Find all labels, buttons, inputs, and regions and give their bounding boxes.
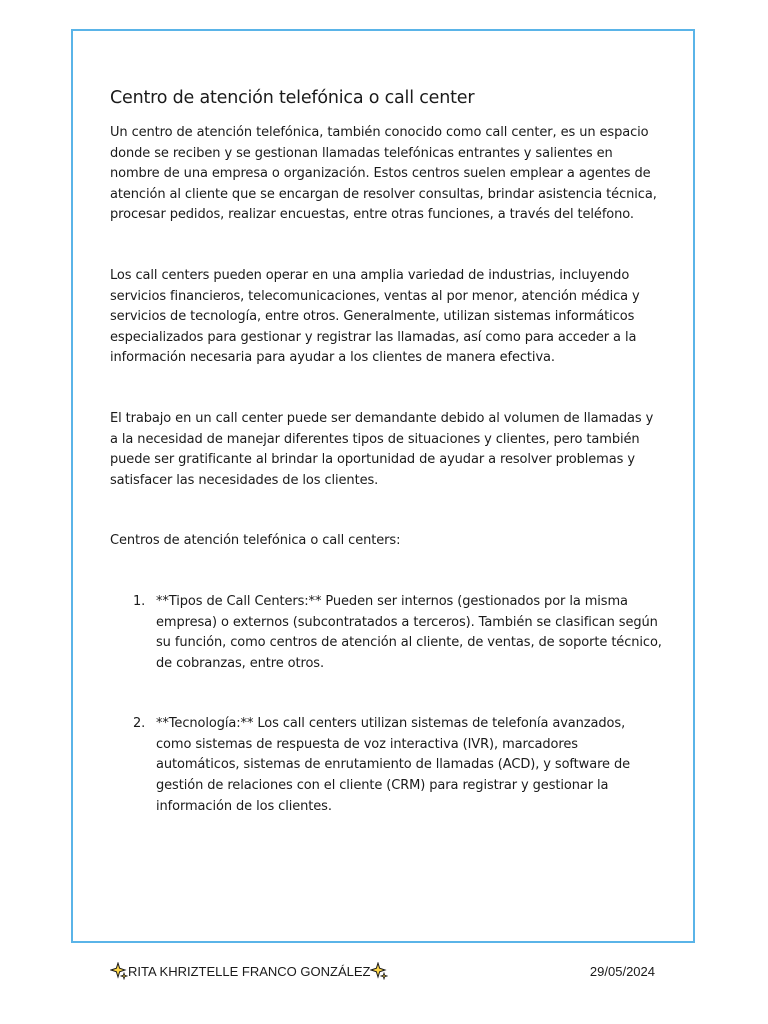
list-item-text: **Tipos de Call Centers:** Pueden ser internos (gestionados por la misma empresa) o externos (subcontratados a terceros). También se clasifican según su función, como centros de atención al cliente, de ventas, de soporte técnico, de cobranzas, entre otros. — [156, 593, 662, 671]
numbered-list — [110, 592, 662, 817]
document-body — [110, 86, 662, 817]
list-item-number: 1. — [133, 593, 146, 609]
author-name: RITA KHRIZTELLE FRANCO GONZÁLEZ — [128, 963, 371, 979]
list-item-text: **Tecnología:** Los call centers utilizan sistemas de telefonía avanzados, como sistemas de respuesta de voz interactiva (IVR), marcadores automáticos, sistemas de enrutamiento de llamadas (ACD), y software de gestión de relaciones con el cliente (CRM) para registrar y gestionar la información de los clientes. — [156, 716, 631, 814]
page-footer — [110, 962, 655, 980]
paragraph-2: Los call centers pueden operar en una amplia variedad de industrias, incluyendo servicios financieros, telecomunicaciones, ventas al por menor, atención médica y servicios de tecnología, entre otros. Generalmente, utilizan sistemas informáticos especializados para gestionar y registrar las llamadas, así como para acceder a la información necesaria para ayudar a los clientes de manera efectiva. — [110, 267, 640, 366]
document-title: Centro de atención telefónica o call center — [110, 88, 475, 108]
paragraph-3: El trabajo en un call center puede ser demandante debido al volumen de llamadas y a la necesidad de manejar diferentes tipos de situaciones y clientes, pero también puede ser gratificante al brindar la oportunidad de ayudar a resolver problemas y satisfacer las necesidades de los clientes. — [110, 410, 654, 488]
list-item — [110, 592, 662, 674]
list-item — [110, 714, 662, 817]
footer-author — [110, 962, 388, 980]
list-intro: Centros de atención telefónica o call centers: — [110, 533, 401, 549]
sparkles-icon — [110, 962, 128, 980]
paragraph-1: Un centro de atención telefónica, también conocido como call center, es un espacio donde se reciben y se gestionan llamadas telefónicas entrantes y salientes en nombre de una empresa o organización. Estos centros suelen emplear a agentes de atención al cliente que se encargan de resolver consultas, brindar asistencia técnica, procesar pedidos, realizar encuestas, entre otras funciones, a través del teléfono. — [110, 125, 657, 223]
sparkles-icon — [370, 962, 388, 980]
footer-date: 29/05/2024 — [589, 963, 655, 979]
list-item-number: 2. — [133, 716, 146, 732]
